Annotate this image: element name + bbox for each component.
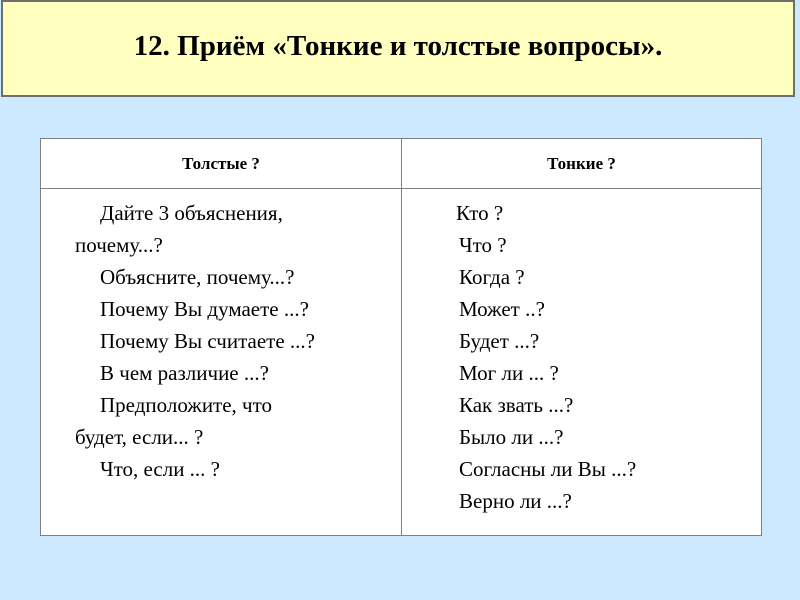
thin-question-line: Согласны ли Вы ...? (459, 457, 637, 481)
thick-question-line: Почему Вы считаете ...? (100, 329, 316, 353)
thick-question-line: будет, если... ? (75, 425, 204, 449)
questions-table (40, 138, 762, 536)
header-thin-questions: Тонкие ? (547, 153, 616, 173)
thick-question-line: Что, если ... ? (100, 457, 221, 481)
thick-question-line: Почему Вы думаете ...? (100, 297, 309, 321)
thin-question-line: Может ..? (459, 297, 545, 321)
thin-question-line: Будет ...? (459, 329, 540, 353)
thin-question-line: Было ли ...? (459, 425, 564, 449)
thick-question-line: Объясните, почему...? (100, 265, 295, 289)
header-thick-questions: Толстые ? (182, 153, 260, 173)
slide-title-box (1, 0, 795, 97)
thick-questions-column (75, 189, 375, 485)
thick-question-line: Предположите, что (100, 393, 273, 417)
thin-question-line: Верно ли ...? (459, 489, 572, 513)
thick-question-line: почему...? (75, 233, 163, 257)
column-divider (401, 139, 402, 535)
thick-question-line: Дайте 3 объяснения, (100, 201, 283, 225)
thick-question-line: В чем различие ...? (100, 361, 269, 385)
slide-title: 12. Приём «Тонкие и толстые вопросы». (133, 30, 663, 62)
thin-question-line: Как звать ...? (459, 393, 574, 417)
thin-question-line: Кто ? (456, 201, 504, 225)
thin-question-line: Когда ? (459, 265, 525, 289)
thin-questions-column (456, 189, 756, 517)
thin-question-line: Что ? (459, 233, 507, 257)
thin-question-line: Мог ли ... ? (459, 361, 559, 385)
